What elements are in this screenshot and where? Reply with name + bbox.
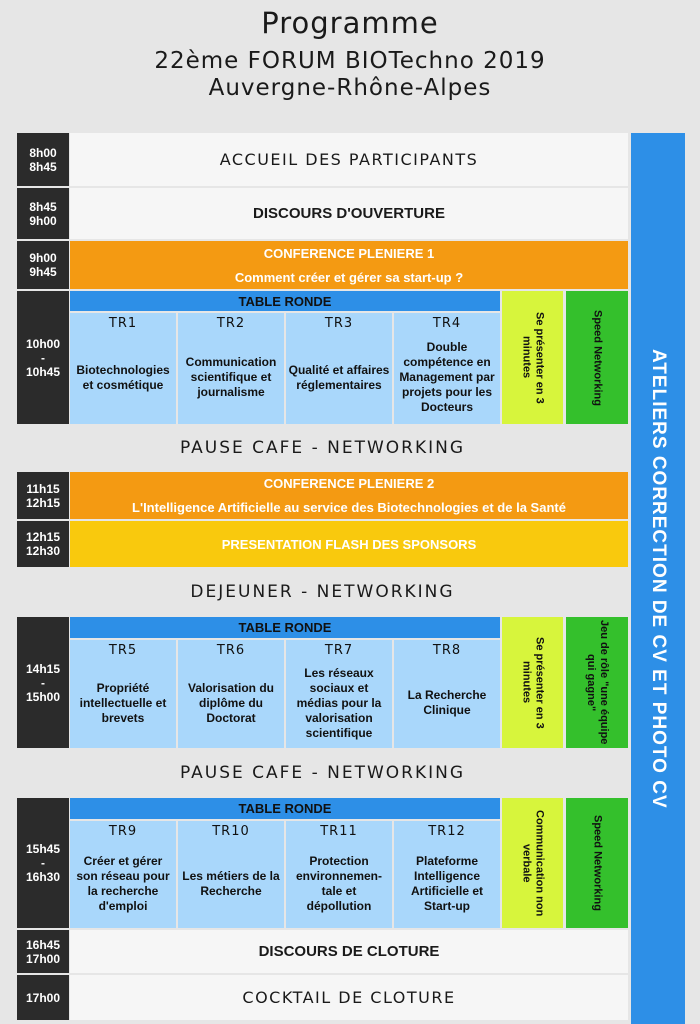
session3-communication-label: Communication non verbale <box>520 809 546 917</box>
table-cell-tr7 <box>286 640 392 748</box>
table-ronde-band <box>70 617 500 638</box>
time-start: 10h00 <box>25 336 61 351</box>
cv-workshop-panel <box>631 133 685 1024</box>
session2-pitch-label: Se présenter en 3 minutes <box>520 636 546 729</box>
time-end: 9h45 <box>29 265 57 279</box>
time-start: 8h00 <box>29 145 57 160</box>
table-code: TR6 <box>216 643 246 658</box>
table-topic: Protection environnemen-tale et dépollution <box>295 853 382 913</box>
time-start: 17h00 <box>25 990 61 1005</box>
time-end: 8h45 <box>29 159 57 174</box>
table-code: TR7 <box>324 643 354 658</box>
session1-pitch-box <box>502 291 563 424</box>
event-subtitle: 22ème FORUM BIOTechno 2019 <box>154 48 546 74</box>
time-end: 9h00 <box>29 213 57 228</box>
table-cell-tr8 <box>394 640 500 748</box>
table-topic: Double compétence en Management par projets pour les Docteurs <box>399 340 495 414</box>
table-code: TR10 <box>212 824 250 839</box>
table-code: TR3 <box>324 316 354 331</box>
time-start: 16h45 <box>25 937 61 952</box>
event-region: Auvergne-Rhône-Alpes <box>208 75 492 101</box>
session1-pitch-label: Se présenter en 3 minutes <box>520 311 546 404</box>
row-sponsors <box>70 521 628 567</box>
time-end: 17h00 <box>25 951 61 966</box>
table-topic: La Recherche Clinique <box>407 688 487 717</box>
pause-cafe-2-label: PAUSE CAFE - NETWORKING <box>179 763 466 783</box>
row-sponsors-label: PRESENTATION FLASH DES SPONSORS <box>221 536 477 552</box>
table-code: TR2 <box>216 316 246 331</box>
pause-cafe-1 <box>17 426 628 470</box>
time-dash: - <box>41 350 45 365</box>
time-slot-pleniere1 <box>17 241 69 289</box>
table-code: TR1 <box>108 316 138 331</box>
time-slot-cloture <box>17 930 69 973</box>
session1-networking-label: Speed Networking <box>591 309 604 406</box>
table-topic: Plateforme Intelligence Artificielle et Start-up <box>410 853 484 913</box>
pause-cafe-1-label: PAUSE CAFE - NETWORKING <box>179 438 466 458</box>
table-topic: Qualité et affaires réglementaires <box>288 362 390 392</box>
time-slot-session1 <box>17 291 69 424</box>
table-topic: Biotechnologies et cosmétique <box>76 362 170 392</box>
table-cell-tr12 <box>394 821 500 928</box>
session3-networking-label: Speed Networking <box>591 815 604 911</box>
table-ronde-label: TABLE RONDE <box>238 620 332 635</box>
time-end: 16h30 <box>25 870 61 884</box>
table-cell-tr6 <box>178 640 284 748</box>
table-cell-tr3 <box>286 313 392 424</box>
session3-communication-box <box>502 798 563 928</box>
table-cell-tr11 <box>286 821 392 928</box>
row-pleniere2 <box>70 472 628 519</box>
dejeuner-label: DEJEUNER - NETWORKING <box>190 582 455 602</box>
table-topic: Les réseaux sociaux et médias pour la valorisation scientifique <box>296 665 382 740</box>
row-cocktail <box>70 975 628 1020</box>
dejeuner-networking <box>17 569 628 615</box>
page-title: Programme <box>261 6 439 40</box>
time-start: 8h45 <box>29 199 57 214</box>
time-slot-session2 <box>17 617 69 748</box>
table-code: TR4 <box>432 316 462 331</box>
time-slot-pleniere2 <box>17 472 69 519</box>
row-ouverture-label: DISCOURS D'OUVERTURE <box>253 205 445 222</box>
time-start: 12h15 <box>25 530 61 544</box>
table-cell-tr10 <box>178 821 284 928</box>
table-cell-tr5 <box>70 640 176 748</box>
session1-networking-box <box>566 291 628 424</box>
time-slot-session3 <box>17 798 69 928</box>
table-cell-tr2 <box>178 313 284 424</box>
row-cloture <box>70 930 628 973</box>
session2-roleplay-box <box>566 617 628 748</box>
time-slot-cocktail <box>17 975 69 1020</box>
time-end: 10h45 <box>25 364 61 379</box>
time-slot-sponsors <box>17 521 69 567</box>
table-code: TR8 <box>432 643 462 658</box>
time-end: 12h30 <box>25 544 61 558</box>
table-code: TR12 <box>428 824 466 839</box>
pause-cafe-2 <box>17 750 628 796</box>
table-cell-tr1 <box>70 313 176 424</box>
time-start: 9h00 <box>29 251 57 265</box>
time-start: 11h15 <box>26 481 60 496</box>
table-topic: Valorisation du diplôme du Doctorat <box>187 680 274 725</box>
session2-pitch-box <box>502 617 563 748</box>
table-cell-tr4 <box>394 313 500 424</box>
table-ronde-band <box>70 798 500 819</box>
time-start: 15h45 <box>25 842 61 856</box>
table-code: TR11 <box>320 824 358 839</box>
table-code: TR5 <box>108 643 138 658</box>
time-dash: - <box>41 856 45 870</box>
time-dash: - <box>41 675 45 690</box>
table-ronde-band <box>70 291 500 311</box>
time-end: 12h15 <box>25 495 61 510</box>
row-cocktail-label: COCKTAIL DE CLOTURE <box>242 988 456 1007</box>
table-ronde-label: TABLE RONDE <box>238 293 332 309</box>
row-pleniere1 <box>70 241 628 289</box>
table-ronde-label: TABLE RONDE <box>238 801 332 816</box>
session3-networking-box <box>566 798 628 928</box>
table-topic: Les métiers de la Recherche <box>182 868 280 898</box>
table-code: TR9 <box>108 824 138 839</box>
table-cell-tr9 <box>70 821 176 928</box>
row-ouverture <box>70 188 628 239</box>
pleniere2-title: CONFERENCE PLENIERE 2 <box>263 476 435 492</box>
row-accueil <box>70 133 628 186</box>
row-cloture-label: DISCOURS DE CLOTURE <box>258 943 440 960</box>
table-topic: Propriété intellectuelle et brevets <box>79 680 167 725</box>
session2-roleplay-label: Jeu de rôle "une équipe qui gagne" <box>585 620 610 745</box>
time-end: 15h00 <box>25 689 61 704</box>
table-topic: Communication scientifique et journalisme <box>185 355 277 399</box>
pleniere1-title: CONFERENCE PLENIERE 1 <box>263 245 435 261</box>
time-slot-accueil <box>17 133 69 186</box>
table-topic: Créer et gérer son réseau pour la recherche d'emploi <box>76 853 170 913</box>
row-accueil-label: ACCUEIL DES PARTICIPANTS <box>219 150 479 169</box>
time-slot-ouverture <box>17 188 69 239</box>
time-start: 14h15 <box>25 661 61 676</box>
cv-workshop-label: ATELIERS CORRECTION DE CV ET PHOTO CV <box>648 348 669 809</box>
pleniere2-subtitle: L'Intelligence Artificielle au service des Biotechnologies et de la Santé <box>132 499 566 515</box>
pleniere1-subtitle: Comment créer et gérer sa start-up ? <box>234 269 464 285</box>
